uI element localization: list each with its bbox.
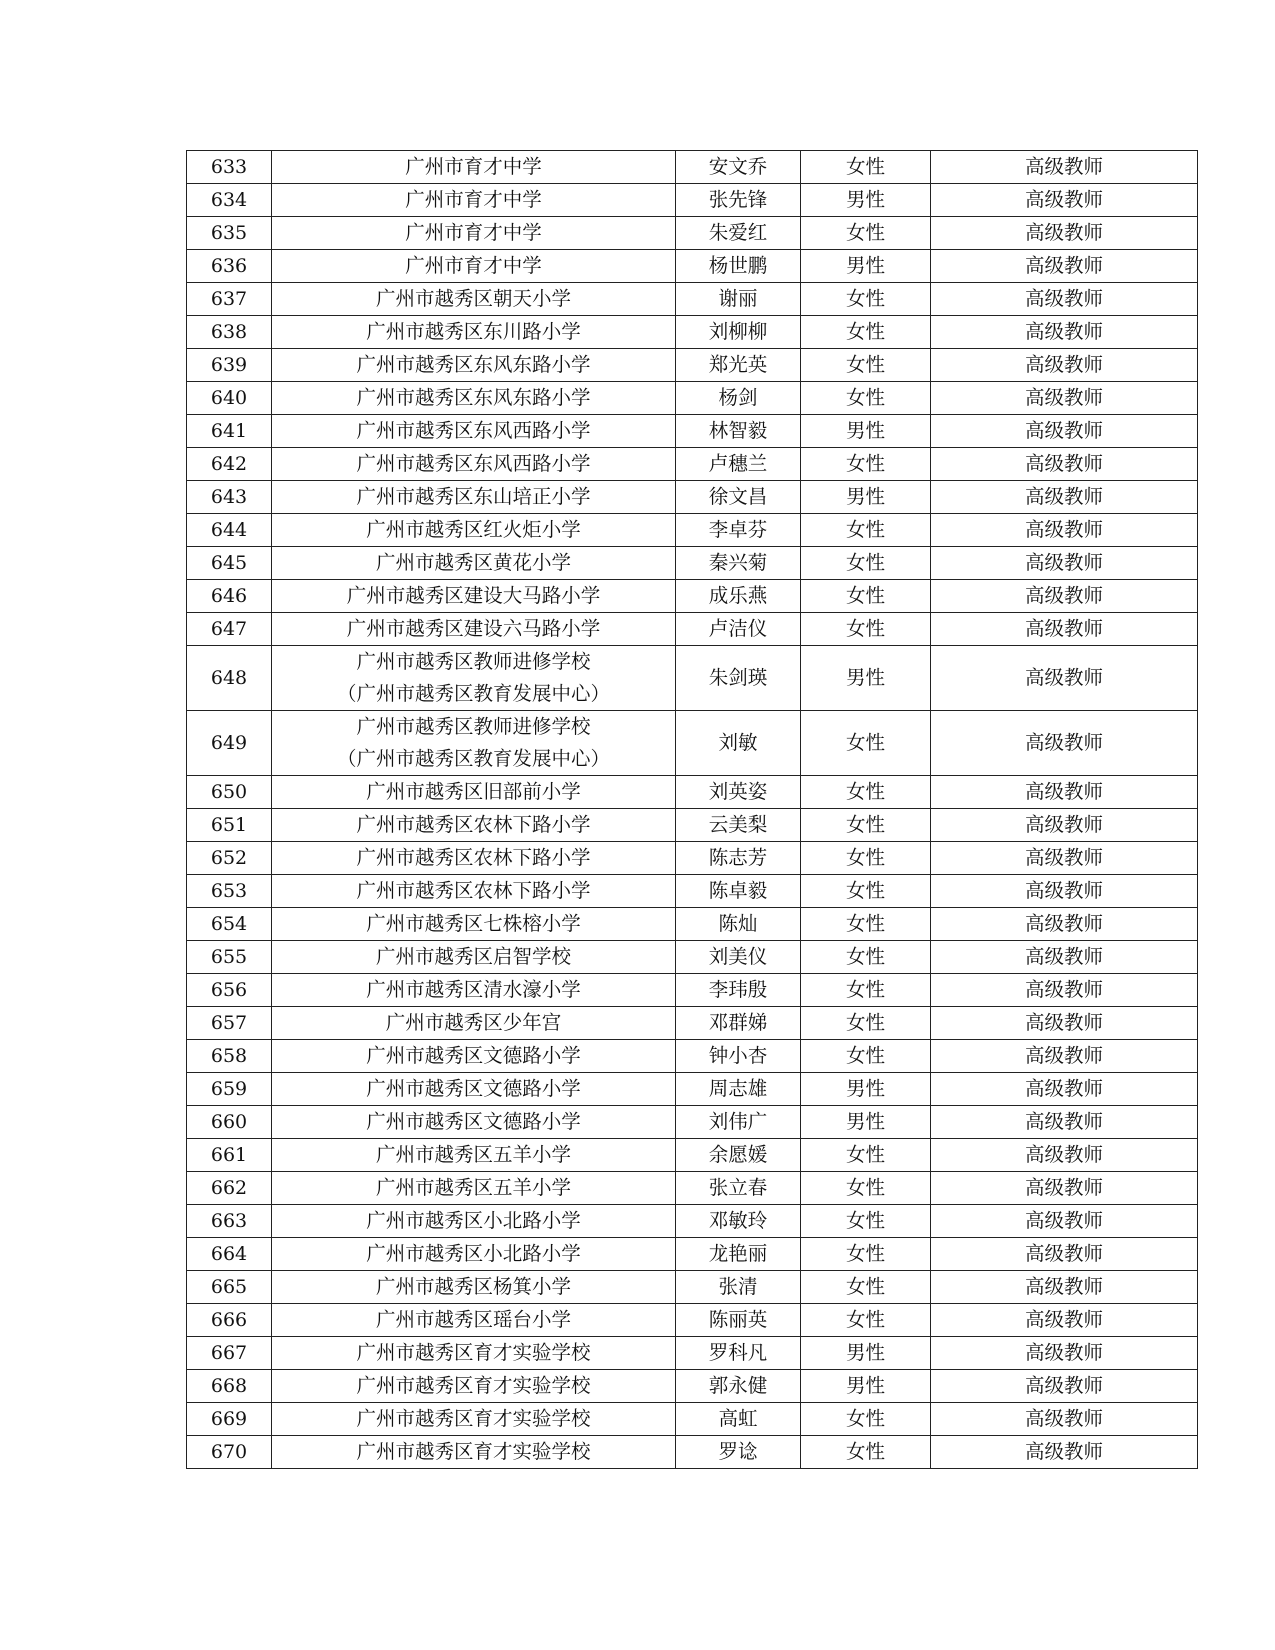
school-name-line: 广州市越秀区清水濠小学 <box>366 978 581 1001</box>
teacher-name-cell: 罗谂 <box>676 1436 801 1469</box>
teacher-name-cell: 卢洁仪 <box>676 613 801 646</box>
teacher-name-cell: 成乐燕 <box>676 580 801 613</box>
teacher-name-cell: 徐文昌 <box>676 481 801 514</box>
row-number-cell: 656 <box>187 974 272 1007</box>
gender-cell: 女性 <box>801 1007 931 1040</box>
title-cell: 高级教师 <box>931 941 1198 974</box>
table-row <box>187 1304 1198 1337</box>
row-number-cell: 668 <box>187 1370 272 1403</box>
school-cell <box>272 481 676 514</box>
teacher-name-cell: 安文乔 <box>676 151 801 184</box>
gender-cell: 女性 <box>801 842 931 875</box>
table-row <box>187 481 1198 514</box>
title-cell: 高级教师 <box>931 646 1198 711</box>
teacher-name-cell: 郑光英 <box>676 349 801 382</box>
teacher-name-cell: 钟小杏 <box>676 1040 801 1073</box>
school-cell <box>272 1205 676 1238</box>
gender-cell: 女性 <box>801 382 931 415</box>
gender-cell: 女性 <box>801 776 931 809</box>
school-cell <box>272 151 676 184</box>
gender-cell: 女性 <box>801 283 931 316</box>
school-name-line: 广州市越秀区建设大马路小学 <box>346 584 601 607</box>
title-cell: 高级教师 <box>931 1205 1198 1238</box>
row-number-cell: 640 <box>187 382 272 415</box>
school-name-line: 广州市越秀区小北路小学 <box>366 1242 581 1265</box>
school-name-line: 广州市越秀区东风东路小学 <box>356 353 591 376</box>
gender-cell: 男性 <box>801 481 931 514</box>
row-number-cell: 666 <box>187 1304 272 1337</box>
teacher-name-cell: 张清 <box>676 1271 801 1304</box>
school-cell <box>272 514 676 547</box>
table-row <box>187 941 1198 974</box>
gender-cell: 女性 <box>801 974 931 1007</box>
title-cell: 高级教师 <box>931 1304 1198 1337</box>
row-number-cell: 659 <box>187 1073 272 1106</box>
school-cell <box>272 547 676 580</box>
gender-cell: 女性 <box>801 941 931 974</box>
table-row <box>187 151 1198 184</box>
school-cell <box>272 448 676 481</box>
school-cell <box>272 382 676 415</box>
teacher-name-cell: 罗科凡 <box>676 1337 801 1370</box>
gender-cell: 女性 <box>801 316 931 349</box>
gender-cell: 女性 <box>801 1271 931 1304</box>
school-name-line: 广州市越秀区育才实验学校 <box>356 1440 591 1463</box>
school-name-line: 广州市越秀区七株榕小学 <box>366 912 581 935</box>
school-cell <box>272 1139 676 1172</box>
title-cell: 高级教师 <box>931 974 1198 1007</box>
school-name-line: 广州市越秀区农林下路小学 <box>356 813 591 836</box>
school-name-line: 广州市越秀区东川路小学 <box>366 320 581 343</box>
gender-cell: 女性 <box>801 1205 931 1238</box>
title-cell: 高级教师 <box>931 875 1198 908</box>
title-cell: 高级教师 <box>931 1172 1198 1205</box>
table-row <box>187 613 1198 646</box>
teacher-name-cell: 陈灿 <box>676 908 801 941</box>
school-name-line: 广州市越秀区东山培正小学 <box>356 485 591 508</box>
school-cell <box>272 1106 676 1139</box>
school-cell <box>272 1007 676 1040</box>
gender-cell: 女性 <box>801 151 931 184</box>
gender-cell: 女性 <box>801 1238 931 1271</box>
teacher-name-cell: 李玮殷 <box>676 974 801 1007</box>
gender-cell: 女性 <box>801 1403 931 1436</box>
row-number-cell: 664 <box>187 1238 272 1271</box>
school-cell <box>272 842 676 875</box>
school-cell <box>272 646 676 711</box>
teacher-name-cell: 高虹 <box>676 1403 801 1436</box>
teacher-name-cell: 朱爱红 <box>676 217 801 250</box>
school-cell <box>272 1040 676 1073</box>
table-row <box>187 711 1198 776</box>
teacher-name-cell: 余愿媛 <box>676 1139 801 1172</box>
row-number-cell: 654 <box>187 908 272 941</box>
teacher-name-cell: 张先锋 <box>676 184 801 217</box>
gender-cell: 女性 <box>801 217 931 250</box>
gender-cell: 男性 <box>801 1370 931 1403</box>
row-number-cell: 646 <box>187 580 272 613</box>
row-number-cell: 643 <box>187 481 272 514</box>
row-number-cell: 645 <box>187 547 272 580</box>
school-cell <box>272 941 676 974</box>
teacher-name-cell: 杨剑 <box>676 382 801 415</box>
row-number-cell: 635 <box>187 217 272 250</box>
table-row <box>187 283 1198 316</box>
row-number-cell: 657 <box>187 1007 272 1040</box>
school-name-line: 广州市育才中学 <box>405 221 542 244</box>
school-name-line: 广州市越秀区育才实验学校 <box>356 1407 591 1430</box>
row-number-cell: 663 <box>187 1205 272 1238</box>
table-row <box>187 875 1198 908</box>
table-row <box>187 842 1198 875</box>
school-cell <box>272 613 676 646</box>
teacher-name-cell: 杨世鹏 <box>676 250 801 283</box>
row-number-cell: 661 <box>187 1139 272 1172</box>
table-row <box>187 250 1198 283</box>
row-number-cell: 639 <box>187 349 272 382</box>
school-name-line: 广州市越秀区朝天小学 <box>375 287 571 310</box>
school-cell <box>272 217 676 250</box>
title-cell: 高级教师 <box>931 184 1198 217</box>
table-row <box>187 1337 1198 1370</box>
teacher-name-cell: 刘柳柳 <box>676 316 801 349</box>
teacher-name-cell: 谢丽 <box>676 283 801 316</box>
row-number-cell: 647 <box>187 613 272 646</box>
row-number-cell: 670 <box>187 1436 272 1469</box>
table-row <box>187 547 1198 580</box>
table-row <box>187 974 1198 1007</box>
table-row <box>187 1238 1198 1271</box>
teacher-name-cell: 刘敏 <box>676 711 801 776</box>
school-cell <box>272 283 676 316</box>
school-name-line: 广州市越秀区瑶台小学 <box>375 1308 571 1331</box>
title-cell: 高级教师 <box>931 842 1198 875</box>
school-cell <box>272 580 676 613</box>
title-cell: 高级教师 <box>931 1403 1198 1436</box>
teacher-name-cell: 郭永健 <box>676 1370 801 1403</box>
teacher-list-table <box>186 150 1198 1469</box>
school-cell <box>272 316 676 349</box>
teacher-name-cell: 张立春 <box>676 1172 801 1205</box>
gender-cell: 男性 <box>801 646 931 711</box>
title-cell: 高级教师 <box>931 1040 1198 1073</box>
row-number-cell: 665 <box>187 1271 272 1304</box>
row-number-cell: 644 <box>187 514 272 547</box>
teacher-name-cell: 李卓芬 <box>676 514 801 547</box>
title-cell: 高级教师 <box>931 481 1198 514</box>
teacher-name-cell: 云美梨 <box>676 809 801 842</box>
teacher-name-cell: 陈志芳 <box>676 842 801 875</box>
row-number-cell: 649 <box>187 711 272 776</box>
school-name-line: 广州市越秀区杨箕小学 <box>375 1275 571 1298</box>
title-cell: 高级教师 <box>931 711 1198 776</box>
title-cell: 高级教师 <box>931 1139 1198 1172</box>
table-row <box>187 1436 1198 1469</box>
title-cell: 高级教师 <box>931 908 1198 941</box>
table-body <box>187 151 1198 1469</box>
table-row <box>187 776 1198 809</box>
title-cell: 高级教师 <box>931 415 1198 448</box>
table-row <box>187 1370 1198 1403</box>
table-row <box>187 448 1198 481</box>
title-cell: 高级教师 <box>931 1238 1198 1271</box>
title-cell: 高级教师 <box>931 809 1198 842</box>
gender-cell: 女性 <box>801 1436 931 1469</box>
gender-cell: 男性 <box>801 250 931 283</box>
gender-cell: 女性 <box>801 448 931 481</box>
school-name-line: 广州市越秀区教师进修学校 <box>356 650 591 673</box>
title-cell: 高级教师 <box>931 776 1198 809</box>
gender-cell: 男性 <box>801 415 931 448</box>
teacher-name-cell: 林智毅 <box>676 415 801 448</box>
school-cell <box>272 1073 676 1106</box>
school-name-line: 广州市越秀区东风东路小学 <box>356 386 591 409</box>
gender-cell: 女性 <box>801 580 931 613</box>
title-cell: 高级教师 <box>931 217 1198 250</box>
table-row <box>187 908 1198 941</box>
school-cell <box>272 415 676 448</box>
teacher-name-cell: 龙艳丽 <box>676 1238 801 1271</box>
gender-cell: 女性 <box>801 875 931 908</box>
table-row <box>187 349 1198 382</box>
title-cell: 高级教师 <box>931 1073 1198 1106</box>
table-row <box>187 1106 1198 1139</box>
gender-cell: 女性 <box>801 349 931 382</box>
title-cell: 高级教师 <box>931 1007 1198 1040</box>
table-row <box>187 1040 1198 1073</box>
gender-cell: 男性 <box>801 1337 931 1370</box>
teacher-name-cell: 卢穗兰 <box>676 448 801 481</box>
table-row <box>187 1403 1198 1436</box>
table-row <box>187 646 1198 711</box>
row-number-cell: 653 <box>187 875 272 908</box>
row-number-cell: 650 <box>187 776 272 809</box>
school-cell <box>272 1271 676 1304</box>
school-name-line: 广州市越秀区黄花小学 <box>375 551 571 574</box>
school-cell <box>272 908 676 941</box>
row-number-cell: 667 <box>187 1337 272 1370</box>
title-cell: 高级教师 <box>931 349 1198 382</box>
teacher-name-cell: 刘英姿 <box>676 776 801 809</box>
table-row <box>187 1073 1198 1106</box>
teacher-name-cell: 朱剑瑛 <box>676 646 801 711</box>
school-name-line: 广州市越秀区文德路小学 <box>366 1044 581 1067</box>
school-name-line: 广州市越秀区红火炬小学 <box>366 518 581 541</box>
school-name-line: 广州市越秀区育才实验学校 <box>356 1374 591 1397</box>
gender-cell: 男性 <box>801 1106 931 1139</box>
school-cell <box>272 711 676 776</box>
teacher-name-cell: 邓敏玲 <box>676 1205 801 1238</box>
gender-cell: 男性 <box>801 184 931 217</box>
table-row <box>187 382 1198 415</box>
school-cell <box>272 1436 676 1469</box>
school-cell <box>272 875 676 908</box>
table-row <box>187 580 1198 613</box>
row-number-cell: 651 <box>187 809 272 842</box>
row-number-cell: 660 <box>187 1106 272 1139</box>
teacher-name-cell: 刘美仪 <box>676 941 801 974</box>
school-name-line: 广州市越秀区文德路小学 <box>366 1077 581 1100</box>
title-cell: 高级教师 <box>931 514 1198 547</box>
row-number-cell: 662 <box>187 1172 272 1205</box>
teacher-name-cell: 陈卓毅 <box>676 875 801 908</box>
school-name-line: 广州市越秀区育才实验学校 <box>356 1341 591 1364</box>
school-cell <box>272 1337 676 1370</box>
table-row <box>187 415 1198 448</box>
title-cell: 高级教师 <box>931 448 1198 481</box>
title-cell: 高级教师 <box>931 1370 1198 1403</box>
title-cell: 高级教师 <box>931 580 1198 613</box>
gender-cell: 女性 <box>801 711 931 776</box>
school-cell <box>272 250 676 283</box>
school-cell <box>272 1304 676 1337</box>
school-cell <box>272 349 676 382</box>
school-name-line: 广州市越秀区教师进修学校 <box>356 715 591 738</box>
row-number-cell: 655 <box>187 941 272 974</box>
table-row <box>187 1205 1198 1238</box>
school-cell <box>272 184 676 217</box>
row-number-cell: 652 <box>187 842 272 875</box>
title-cell: 高级教师 <box>931 613 1198 646</box>
teacher-name-cell: 秦兴菊 <box>676 547 801 580</box>
title-cell: 高级教师 <box>931 151 1198 184</box>
teacher-name-cell: 邓群娣 <box>676 1007 801 1040</box>
row-number-cell: 633 <box>187 151 272 184</box>
school-name-line: 广州市育才中学 <box>405 155 542 178</box>
table-row <box>187 1139 1198 1172</box>
title-cell: 高级教师 <box>931 250 1198 283</box>
school-name-line: 广州市越秀区启智学校 <box>375 945 571 968</box>
table-row <box>187 1172 1198 1205</box>
table-row <box>187 217 1198 250</box>
row-number-cell: 658 <box>187 1040 272 1073</box>
gender-cell: 女性 <box>801 514 931 547</box>
school-cell <box>272 1370 676 1403</box>
school-cell <box>272 1403 676 1436</box>
school-name-line: （广州市越秀区教育发展中心） <box>336 682 610 705</box>
school-name-line: 广州市育才中学 <box>405 188 542 211</box>
school-cell <box>272 974 676 1007</box>
title-cell: 高级教师 <box>931 547 1198 580</box>
school-name-line: 广州市越秀区农林下路小学 <box>356 846 591 869</box>
school-name-line: 广州市越秀区五羊小学 <box>375 1176 571 1199</box>
table-row <box>187 316 1198 349</box>
school-name-line: 广州市越秀区少年宫 <box>385 1011 562 1034</box>
school-name-line: 广州市越秀区建设六马路小学 <box>346 617 601 640</box>
row-number-cell: 638 <box>187 316 272 349</box>
school-name-line: （广州市越秀区教育发展中心） <box>336 747 610 770</box>
title-cell: 高级教师 <box>931 1436 1198 1469</box>
school-name-line: 广州市越秀区五羊小学 <box>375 1143 571 1166</box>
gender-cell: 女性 <box>801 809 931 842</box>
title-cell: 高级教师 <box>931 382 1198 415</box>
title-cell: 高级教师 <box>931 316 1198 349</box>
gender-cell: 女性 <box>801 1172 931 1205</box>
title-cell: 高级教师 <box>931 1271 1198 1304</box>
row-number-cell: 642 <box>187 448 272 481</box>
row-number-cell: 636 <box>187 250 272 283</box>
school-cell <box>272 1238 676 1271</box>
gender-cell: 女性 <box>801 613 931 646</box>
table-row <box>187 809 1198 842</box>
school-cell <box>272 809 676 842</box>
gender-cell: 女性 <box>801 547 931 580</box>
school-name-line: 广州市育才中学 <box>405 254 542 277</box>
gender-cell: 男性 <box>801 1073 931 1106</box>
school-name-line: 广州市越秀区小北路小学 <box>366 1209 581 1232</box>
school-name-line: 广州市越秀区文德路小学 <box>366 1110 581 1133</box>
school-name-line: 广州市越秀区农林下路小学 <box>356 879 591 902</box>
school-name-line: 广州市越秀区东风西路小学 <box>356 419 591 442</box>
gender-cell: 女性 <box>801 1139 931 1172</box>
teacher-name-cell: 周志雄 <box>676 1073 801 1106</box>
title-cell: 高级教师 <box>931 1337 1198 1370</box>
table-row <box>187 1271 1198 1304</box>
teacher-name-cell: 刘伟广 <box>676 1106 801 1139</box>
school-name-line: 广州市越秀区旧部前小学 <box>366 780 581 803</box>
table-row <box>187 514 1198 547</box>
title-cell: 高级教师 <box>931 1106 1198 1139</box>
table-row <box>187 1007 1198 1040</box>
title-cell: 高级教师 <box>931 283 1198 316</box>
school-cell <box>272 1172 676 1205</box>
row-number-cell: 637 <box>187 283 272 316</box>
row-number-cell: 669 <box>187 1403 272 1436</box>
gender-cell: 女性 <box>801 1304 931 1337</box>
teacher-name-cell: 陈丽英 <box>676 1304 801 1337</box>
school-cell <box>272 776 676 809</box>
gender-cell: 女性 <box>801 908 931 941</box>
school-name-line: 广州市越秀区东风西路小学 <box>356 452 591 475</box>
table-row <box>187 184 1198 217</box>
row-number-cell: 641 <box>187 415 272 448</box>
row-number-cell: 634 <box>187 184 272 217</box>
row-number-cell: 648 <box>187 646 272 711</box>
gender-cell: 女性 <box>801 1040 931 1073</box>
